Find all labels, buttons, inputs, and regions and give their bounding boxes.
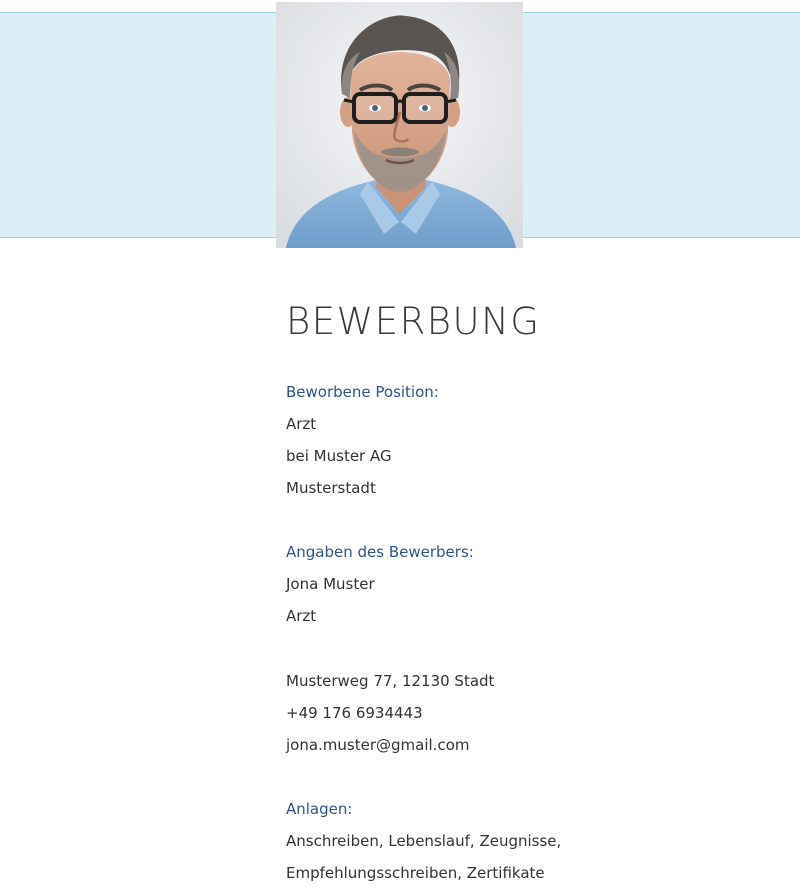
applicant-line: Arzt	[286, 607, 317, 625]
contact-address: Musterweg 77, 12130 Stadt	[286, 672, 495, 690]
attachments-label: Anlagen:	[286, 800, 353, 818]
position-line: Arzt	[286, 415, 317, 433]
attachments-line: Anschreiben, Lebenslauf, Zeugnisse,	[286, 832, 562, 850]
applicant-label: Angaben des Bewerbers:	[286, 543, 474, 561]
position-line: Musterstadt	[286, 479, 376, 497]
position-line: bei Muster AG	[286, 447, 392, 465]
position-label: Beworbene Position:	[286, 383, 439, 401]
contact-email: jona.muster@gmail.com	[286, 736, 470, 754]
applicant-photo	[276, 2, 523, 248]
contact-phone: +49 176 6934443	[286, 704, 423, 722]
application-cover	[286, 298, 766, 882]
applicant-line: Jona Muster	[286, 575, 375, 593]
document-title: BEWERBUNG	[286, 300, 541, 343]
attachments-line: Empfehlungsschreiben, Zertifikate	[286, 864, 545, 882]
